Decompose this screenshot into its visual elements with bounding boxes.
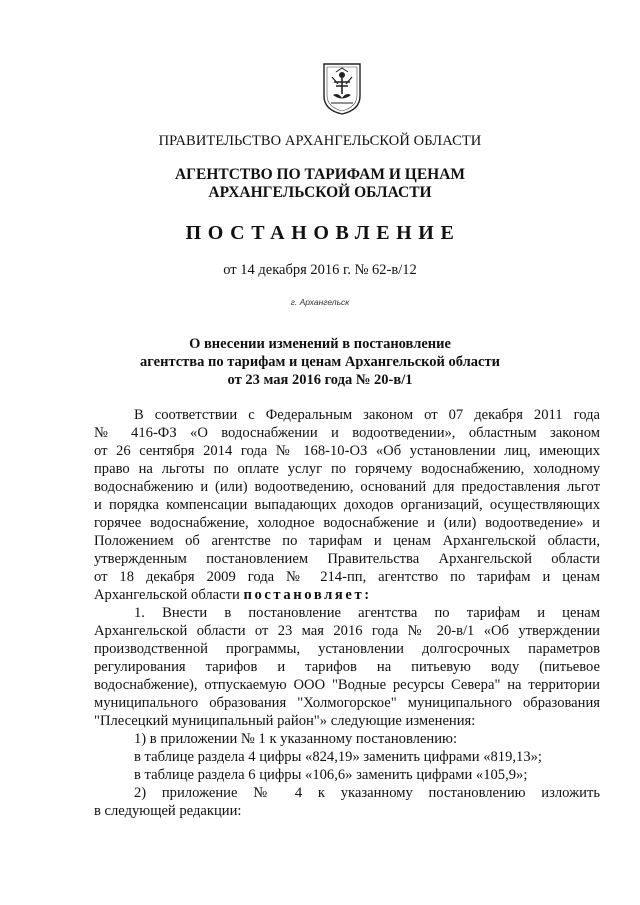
document-city: г. Архангельск [290, 297, 350, 307]
amendment-item-2-continued: в следующей редакции: [94, 803, 242, 819]
body-line: 1. Внести в постановление агентства по тарифам и ценам [134, 605, 600, 621]
resolves-word: постановляет: [243, 587, 372, 603]
body-line: регулирования тарифов и тарифов на питьевую воду (питьевое [94, 659, 600, 675]
amendment-item-1a: в таблице раздела 4 цифры «824,19» заменить цифрами «819,13»; [134, 749, 542, 765]
body-line: Положением об агентстве по тарифам и ценам Архангельской области, [94, 533, 600, 549]
body-line: Архангельской области от 23 мая 2016 года № 20-в/1 «Об утверждении [94, 623, 600, 639]
agency-name-line1: АГЕНТСТВО ПО ТАРИФАМ И ЦЕНАМ [174, 166, 466, 183]
body-text: Архангельской области [94, 587, 244, 603]
body-line: № 416-ФЗ «О водоснабжении и водоотведении», областным законом [94, 425, 600, 441]
document-title-line1: О внесении изменений в постановление [189, 336, 451, 352]
body-line: "Плесецкий муниципальный район"» следующие изменения: [94, 713, 476, 729]
body-line: муниципального образования "Холмогорское" муниципального образования [94, 695, 600, 711]
body-line: горячее водоснабжение, холодное водоснабжение и (или) водоотведение» и [94, 515, 600, 531]
body-line: право на льготы по оплате услуг по горячему водоснабжению, холодному [94, 461, 600, 477]
amendment-item-2: 2) приложение № 4 к указанному постановлению изложить [134, 785, 600, 801]
body-line: утвержденным постановлением Правительства Архангельской области [94, 551, 600, 567]
body-line: от 18 декабря 2009 года № 214-пп, агентство по тарифам и ценам [94, 569, 600, 585]
amendment-item-1: 1) в приложении № 1 к указанному постановлению: [134, 731, 458, 747]
body-line: водоснабжение), отпускаемую ООО "Водные ресурсы Севера" на территории [94, 677, 600, 693]
agency-name-line2: АРХАНГЕЛЬСКОЙ ОБЛАСТИ [208, 184, 432, 201]
body-line: и порядка компенсации выпадающих доходов организаций, осуществляющих [94, 497, 600, 513]
body-line: В соответствии с Федеральным законом от 07 декабря 2011 года [134, 407, 600, 423]
amendment-item-1b: в таблице раздела 6 цифры «106,6» заменить цифрами «105,9»; [134, 767, 528, 783]
coat-of-arms-icon [322, 62, 362, 116]
document-date-number: от 14 декабря 2016 г. № 62-в/12 [223, 262, 417, 278]
body-line-resolves [94, 586, 600, 604]
body-line: водоснабжению и (или) водоотведению, оснований для предоставления льгот [94, 479, 600, 495]
body-line: производственной программы, установлении долгосрочных параметров [94, 641, 600, 657]
document-type: ПОСТАНОВЛЕНИЕ [185, 222, 461, 244]
document-title-line2: агентства по тарифам и ценам Архангельской области [140, 354, 500, 370]
body-line: от 26 сентября 2014 года № 168-10-ОЗ «Об установлении лиц, имеющих [94, 443, 600, 459]
document-title-line3: от 23 мая 2016 года № 20-в/1 [227, 372, 413, 388]
government-name: ПРАВИТЕЛЬСТВО АРХАНГЕЛЬСКОЙ ОБЛАСТИ [158, 133, 482, 149]
